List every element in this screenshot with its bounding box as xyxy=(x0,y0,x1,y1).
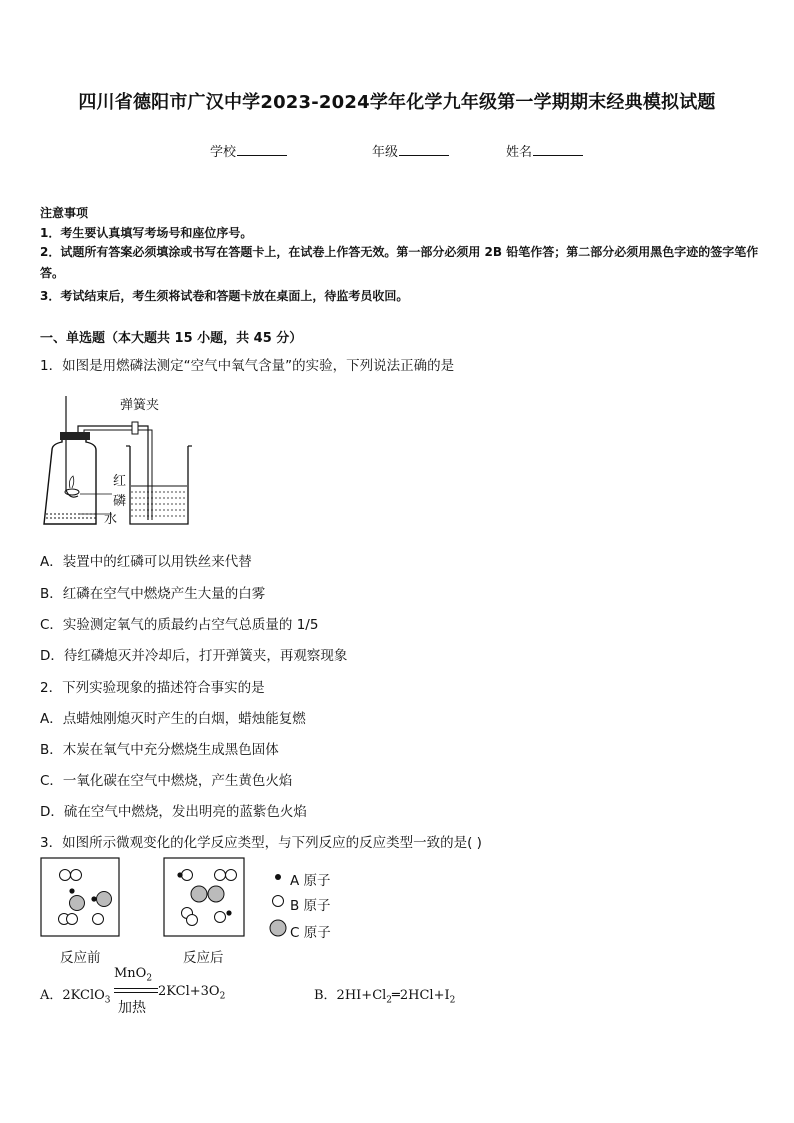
note-item-1: 1．考生要认真填写考场号和座位序号。 xyxy=(40,226,253,240)
q3-option-a-product xyxy=(158,984,225,1002)
school-blank[interactable] xyxy=(237,143,287,156)
grade-label: 年级 xyxy=(372,145,399,160)
q2-option-a: A．点蜡烛刚熄灭时产生的白烟，蜡烛能复燃 xyxy=(40,711,306,727)
legend-c: C 原子 xyxy=(290,925,331,941)
condition-label: 加热 xyxy=(118,1000,146,1016)
notes-heading: 注意事项 xyxy=(40,206,89,220)
q3-option-b-sub1: 2 xyxy=(386,995,393,1006)
q2-option-d: D．硫在空气中燃烧，发出明亮的蓝紫色火焰 xyxy=(40,804,307,820)
q3-option-a-product-sub: 2 xyxy=(219,991,226,1002)
q3-option-b-sub2: 2 xyxy=(449,995,456,1006)
label-before: 反应前 xyxy=(60,950,101,966)
spring-clamp xyxy=(132,422,138,434)
q3-option-b xyxy=(314,984,455,1006)
exam-title: 四川省德阳市广汉中学2023-2024学年化学九年级第一学期期末经典模拟试题 xyxy=(78,92,716,113)
catalyst-label xyxy=(114,966,152,984)
q3-option-a-sub: 3 xyxy=(104,995,111,1006)
q1-option-c: C．实验测定氧气的质最约占空气总质量的 1/5 xyxy=(40,617,319,633)
label-red: 红 xyxy=(113,474,127,489)
name-field[interactable] xyxy=(506,141,583,160)
jar-stopper xyxy=(60,432,90,440)
label-phosphorus: 磷 xyxy=(113,494,127,509)
legend-b: B 原子 xyxy=(290,898,331,914)
name-label: 姓名 xyxy=(506,145,533,160)
note-item-3: 3．考试结束后，考生须将试卷和答题卡放在桌面上，待监考员收回。 xyxy=(40,289,409,303)
note-item-2: 2．试题所有答案必须填涂或书写在答题卡上，在试卷上作答无效。第一部分必须用 2B 铅笔作答；第二部分必须用黑色字迹的签字笔作答。 xyxy=(40,245,759,280)
catalyst-text: MnO xyxy=(114,966,147,981)
grade-field[interactable] xyxy=(372,141,449,160)
q3-option-b-text: B．2HI+Cl xyxy=(314,988,387,1003)
question-2-stem: 2．下列实验现象的描述符合事实的是 xyxy=(40,680,265,696)
catalyst-sub: 2 xyxy=(146,973,153,984)
q1-option-a: A．装置中的红磷可以用铁丝来代替 xyxy=(40,554,252,570)
school-label: 学校 xyxy=(210,145,237,160)
q2-option-b: B．木炭在氧气中充分燃烧生成黑色固体 xyxy=(40,742,279,758)
name-blank[interactable] xyxy=(533,143,583,156)
label-clamp: 弹簧夹 xyxy=(120,398,160,413)
beaker xyxy=(130,446,188,524)
question-3-stem: 3．如图所示微观变化的化学反应类型，与下列反应的反应类型一致的是( ) xyxy=(40,835,482,851)
section-heading: 一、单选题（本大题共 15 小题，共 45 分） xyxy=(40,331,303,346)
legend-a: A 原子 xyxy=(290,873,331,889)
legend-c-atom-marker xyxy=(270,920,286,936)
label-water: 水 xyxy=(104,512,118,527)
q3-option-a-product-text: 2KCl+3O xyxy=(158,984,220,999)
q1-option-b: B．红磷在空气中燃烧产生大量的白雾 xyxy=(40,586,266,602)
legend-b-atom-marker xyxy=(273,896,284,907)
grade-blank[interactable] xyxy=(399,143,449,156)
q3-option-b-mid: ═2HCl+I xyxy=(392,988,450,1003)
label-after: 反应后 xyxy=(183,950,224,966)
q3-option-a-prefix: A．2KClO xyxy=(40,988,105,1003)
question-1-stem: 1．如图是用燃磷法测定“空气中氧气含量”的实验，下列说法正确的是 xyxy=(40,358,455,374)
school-field[interactable] xyxy=(210,141,287,160)
legend-a-atom-marker xyxy=(275,874,281,880)
q3-option-a xyxy=(40,984,111,1006)
reaction-double-line xyxy=(114,988,158,993)
q1-option-d: D．待红磷熄灭并冷却后，打开弹簧夹，再观察现象 xyxy=(40,648,348,664)
q2-option-c: C．一氧化碳在空气中燃烧，产生黄色火焰 xyxy=(40,773,293,789)
